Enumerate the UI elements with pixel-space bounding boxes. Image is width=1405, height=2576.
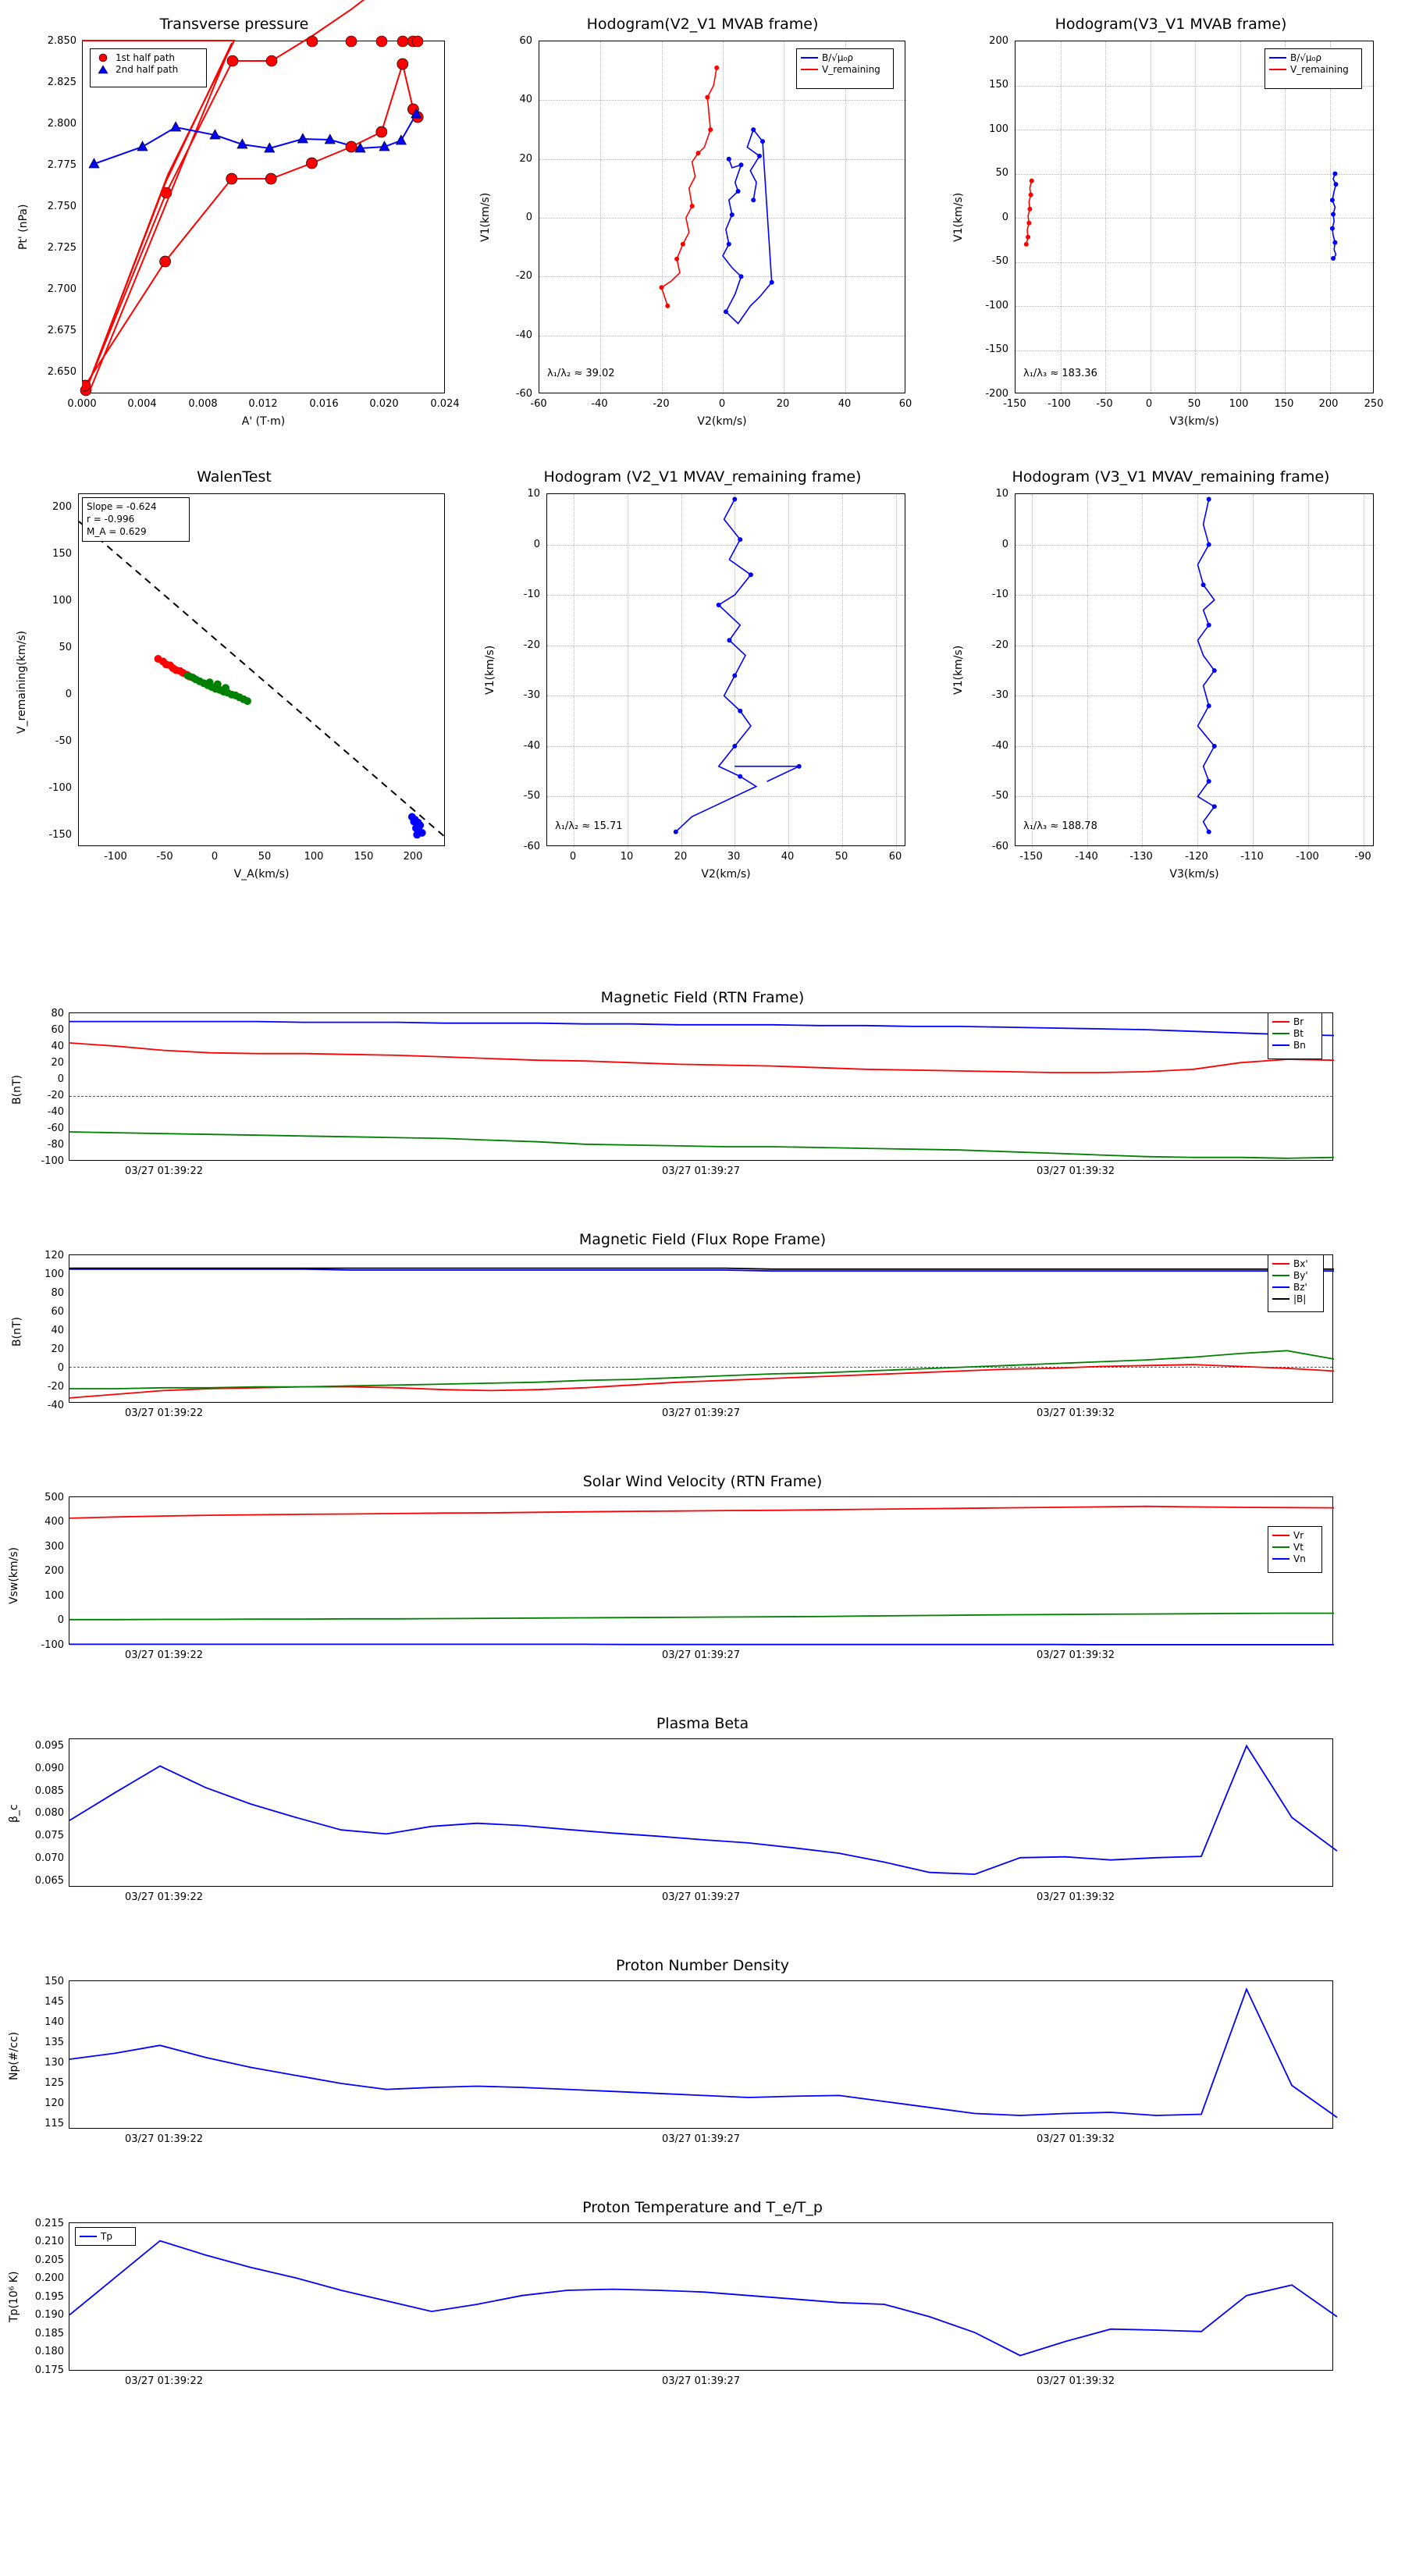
xtick: 0 [1145, 398, 1153, 410]
legend-label: Vn [1293, 1553, 1306, 1564]
correlation-text: r = -0.996 [87, 514, 135, 525]
ytick: 20 [51, 1057, 64, 1069]
eigenvalue-ratio-annotation: λ₁/λ₃ ≈ 183.36 [1023, 368, 1097, 379]
ytick: 150 [52, 548, 72, 560]
legend-item [80, 2230, 131, 2242]
ytick: 80 [51, 1287, 64, 1299]
ytick: -40 [47, 1400, 64, 1411]
legend-label: Vt [1293, 1541, 1304, 1553]
plot-area [546, 493, 905, 846]
hodogram-series [547, 494, 906, 847]
legend-line [801, 57, 818, 59]
panel-title: Hodogram (V3_V1 MVAV_remaining frame) [1012, 468, 1330, 486]
ytick: 0.095 [34, 1740, 64, 1752]
x-axis-label: V3(km/s) [1169, 868, 1219, 881]
legend-line [1272, 1546, 1289, 1548]
xtick: 03/27 01:39:27 [662, 2375, 740, 2387]
ytick: 2.800 [47, 118, 76, 130]
ytick: 200 [44, 1565, 64, 1577]
ytick: 0 [1001, 539, 1008, 550]
y-axis-label: B(nT) [11, 1075, 23, 1105]
ytick: 150 [989, 79, 1008, 91]
panel-proton-number-density [0, 1940, 1405, 2174]
panel-proton-temperature [0, 2182, 1405, 2424]
x-axis-label: V2(km/s) [697, 415, 747, 428]
xtick: 03/27 01:39:22 [125, 1649, 203, 1661]
ytick: -150 [985, 343, 1008, 355]
xtick: 0.008 [188, 398, 218, 410]
plot-area [1015, 41, 1374, 393]
ytick: -100 [41, 1155, 64, 1167]
x-axis-label: V2(km/s) [701, 868, 751, 881]
ytick: 100 [52, 595, 72, 607]
walen-fit-annotation [82, 497, 190, 542]
ytick: -100 [41, 1639, 64, 1651]
ytick: 135 [44, 2037, 64, 2048]
legend [1268, 1254, 1324, 1312]
ytick: 2.725 [47, 242, 76, 254]
ytick: -50 [55, 735, 72, 747]
legend-item [1269, 52, 1357, 63]
xtick: -150 [1019, 851, 1043, 863]
legend-item [1272, 1258, 1319, 1269]
legend-item [801, 52, 889, 63]
panel-title: Solar Wind Velocity (RTN Frame) [582, 1473, 823, 1490]
mach-text: M_A = 0.629 [87, 526, 147, 538]
ytick: 50 [995, 167, 1008, 179]
ytick: 40 [51, 1325, 64, 1336]
xtick: 0.020 [369, 398, 399, 410]
legend-marker-triangle [94, 65, 112, 74]
plot-area [69, 2222, 1333, 2371]
ytick: 125 [44, 2077, 64, 2089]
eigenvalue-ratio-annotation: λ₁/λ₂ ≈ 15.71 [555, 820, 623, 832]
ytick: 120 [44, 1250, 64, 1261]
legend-line [801, 69, 818, 70]
ytick: 0.195 [34, 2291, 64, 2303]
ytick: -60 [523, 841, 540, 852]
ytick: 2.775 [47, 159, 76, 171]
xtick: -110 [1240, 851, 1264, 863]
y-axis-label: V1(km/s) [952, 192, 965, 242]
ytick: 0.205 [34, 2254, 64, 2266]
ytick: 0.070 [34, 1852, 64, 1864]
ytick: -50 [523, 790, 540, 802]
xtick: 03/27 01:39:22 [125, 2375, 203, 2387]
legend-item [1269, 63, 1357, 75]
ytick: 2.850 [47, 35, 76, 47]
legend-label: 2nd half path [116, 63, 179, 75]
ytick: -30 [523, 689, 540, 701]
xtick: 03/27 01:39:32 [1037, 1649, 1115, 1661]
xtick: 150 [1274, 398, 1294, 410]
panel-hodogram-v3v1-mvab [937, 0, 1405, 445]
y-axis-label: V1(km/s) [952, 645, 965, 695]
ytick: 115 [44, 2118, 64, 2129]
ytick: 140 [44, 2016, 64, 2028]
legend-label: Bz' [1293, 1281, 1307, 1293]
xtick: 03/27 01:39:32 [1037, 2375, 1115, 2387]
ytick: 60 [51, 1024, 64, 1036]
xtick: 40 [838, 398, 852, 410]
ytick: 0.065 [34, 1875, 64, 1887]
legend-item [1272, 1529, 1318, 1541]
plot-area [69, 1012, 1333, 1161]
legend-label: Vr [1293, 1529, 1304, 1541]
transverse-pressure-render [82, 41, 445, 393]
legend-line [80, 2236, 97, 2237]
legend-label: B/√μ₀ρ [1290, 52, 1321, 63]
xtick: -140 [1075, 851, 1098, 863]
ytick: 20 [51, 1343, 64, 1355]
xtick: 30 [727, 851, 741, 863]
ytick: -20 [523, 639, 540, 651]
panel-title: WalenTest [197, 468, 272, 486]
xtick: -40 [591, 398, 608, 410]
xtick: 03/27 01:39:27 [662, 1649, 740, 1661]
ytick: 200 [52, 501, 72, 513]
timeseries-series [69, 1013, 1334, 1162]
ytick: 0 [57, 1614, 64, 1626]
xtick: 03/27 01:39:27 [662, 1165, 740, 1177]
legend-label: Bn [1293, 1039, 1306, 1051]
ytick: 2.825 [47, 76, 76, 88]
panel-magnetic-field-rtn [0, 972, 1405, 1206]
legend [90, 48, 207, 87]
xtick: 03/27 01:39:32 [1037, 1165, 1115, 1177]
timeseries-series [69, 1739, 1334, 1888]
legend-item [94, 63, 202, 75]
hodogram-series [1016, 41, 1375, 394]
x-axis-label: V_A(km/s) [233, 868, 290, 881]
y-axis-label: V_remaining(km/s) [16, 631, 28, 734]
legend-line [1272, 1558, 1289, 1560]
ytick: 100 [44, 1268, 64, 1280]
ytick: -40 [523, 740, 540, 752]
xtick: 03/27 01:39:32 [1037, 2133, 1115, 2145]
legend-line [1272, 1286, 1289, 1288]
panel-solar-wind-velocity [0, 1456, 1405, 1690]
ytick: 0.075 [34, 1830, 64, 1841]
legend-label: |B| [1293, 1293, 1307, 1304]
ytick: -40 [991, 740, 1008, 752]
ytick: 300 [44, 1541, 64, 1553]
y-axis-label: V1(km/s) [484, 645, 496, 695]
xtick: 03/27 01:39:27 [662, 2133, 740, 2145]
ytick: 500 [44, 1492, 64, 1503]
ytick: -60 [47, 1123, 64, 1134]
ytick: -50 [991, 255, 1008, 267]
timeseries-series [69, 1497, 1334, 1646]
plot-area [78, 493, 445, 846]
panel-title: Proton Temperature and T_e/T_p [582, 2199, 823, 2216]
timeseries-series [69, 1981, 1334, 2129]
ytick: 120 [44, 2097, 64, 2109]
legend-line [1272, 1275, 1289, 1276]
ytick: 0 [65, 688, 72, 700]
panel-title: Hodogram(V3_V1 MVAB frame) [1055, 16, 1287, 33]
ytick: 0.215 [34, 2218, 64, 2229]
panel-title: Transverse pressure [159, 16, 309, 33]
ytick: 2.650 [47, 366, 76, 378]
legend-label: V_remaining [1290, 63, 1349, 75]
xtick: 0 [718, 398, 726, 410]
ytick: 100 [44, 1590, 64, 1602]
ytick: 80 [51, 1008, 64, 1019]
panel-hodogram-v3v1-mvav [937, 453, 1405, 898]
ytick: 60 [519, 35, 532, 47]
ytick: 150 [44, 1976, 64, 1987]
xtick: -20 [653, 398, 670, 410]
ytick: 0 [1001, 212, 1008, 223]
ytick: -60 [991, 841, 1008, 852]
ytick: 50 [59, 642, 72, 653]
legend [75, 2227, 136, 2246]
ytick: -10 [991, 589, 1008, 600]
xtick: 10 [620, 851, 634, 863]
ytick: -20 [991, 639, 1008, 651]
xtick: 60 [888, 851, 902, 863]
ytick: -20 [515, 270, 532, 282]
xtick: 0.016 [309, 398, 339, 410]
ytick: -40 [515, 329, 532, 341]
ytick: 20 [519, 153, 532, 165]
ytick: -150 [48, 829, 72, 841]
legend-item [94, 52, 202, 63]
y-axis-label: B(nT) [11, 1317, 23, 1347]
xtick: 03/27 01:39:22 [125, 1407, 203, 1419]
xtick: 0.000 [67, 398, 97, 410]
xtick: 03/27 01:39:32 [1037, 1891, 1115, 1903]
xtick: 50 [258, 851, 272, 863]
y-axis-label: Np(#/cc) [8, 2031, 20, 2080]
legend-label: 1st half path [116, 52, 176, 63]
xtick: 100 [304, 851, 324, 863]
ytick: -80 [47, 1139, 64, 1151]
xtick: -90 [1354, 851, 1371, 863]
ytick: 100 [989, 123, 1008, 135]
legend-label: Tp [101, 2230, 112, 2242]
xtick: -120 [1185, 851, 1208, 863]
legend-item [1272, 1016, 1318, 1027]
legend-label: Bt [1293, 1027, 1304, 1039]
xtick: -150 [1003, 398, 1026, 410]
plot-area [539, 41, 905, 393]
panel-title: Proton Number Density [616, 1957, 789, 1974]
xtick: 0.024 [430, 398, 460, 410]
x-axis-label: V3(km/s) [1169, 415, 1219, 428]
xtick: 03/27 01:39:22 [125, 1891, 203, 1903]
ytick: -40 [47, 1106, 64, 1118]
legend-item [1272, 1039, 1318, 1051]
legend-line [1272, 1044, 1289, 1046]
ytick: 40 [51, 1041, 64, 1052]
legend [1268, 1012, 1322, 1059]
legend-label: Bx' [1293, 1258, 1308, 1269]
xtick: 60 [898, 398, 912, 410]
ytick: 0.180 [34, 2346, 64, 2357]
eigenvalue-ratio-annotation: λ₁/λ₃ ≈ 188.78 [1023, 820, 1097, 832]
y-axis-label: Vsw(km/s) [8, 1546, 20, 1604]
ytick: 0.090 [34, 1763, 64, 1774]
panel-title: Hodogram (V2_V1 MVAV_remaining frame) [543, 468, 862, 486]
ytick: 200 [989, 35, 1008, 47]
xtick: 0.012 [248, 398, 278, 410]
plot-area [69, 1254, 1333, 1403]
legend-label: Br [1293, 1016, 1304, 1027]
ytick: 0 [57, 1073, 64, 1085]
eigenvalue-ratio-annotation: λ₁/λ₂ ≈ 39.02 [547, 368, 615, 379]
x-axis-label: A' (T·m) [241, 415, 286, 428]
xtick: 250 [1364, 398, 1384, 410]
xtick: 100 [1229, 398, 1249, 410]
plot-area [1015, 493, 1374, 846]
walen-series [79, 494, 446, 847]
legend [1268, 1526, 1322, 1573]
ytick: 2.750 [47, 201, 76, 212]
legend-label: By' [1293, 1269, 1308, 1281]
legend-line [1269, 57, 1286, 59]
legend [796, 48, 894, 89]
panel-walen-test [0, 453, 468, 898]
ytick: -60 [515, 388, 532, 400]
ytick: 0.085 [34, 1785, 64, 1797]
xtick: -50 [156, 851, 173, 863]
xtick: -100 [1048, 398, 1071, 410]
xtick: 03/27 01:39:32 [1037, 1407, 1115, 1419]
xtick: -50 [1096, 398, 1113, 410]
legend-line [1272, 1021, 1289, 1023]
panel-title: Hodogram(V2_V1 MVAB frame) [586, 16, 819, 33]
plot-area [69, 1738, 1333, 1887]
hodogram-series [539, 41, 906, 394]
xtick: 0 [211, 851, 219, 863]
legend-line [1272, 1033, 1289, 1034]
ytick: -100 [985, 300, 1008, 311]
xtick: 0.004 [127, 398, 157, 410]
panel-title: Magnetic Field (RTN Frame) [600, 989, 805, 1006]
legend-item [1272, 1269, 1319, 1281]
legend-item [801, 63, 889, 75]
ytick: 10 [527, 488, 540, 500]
ytick: 0.200 [34, 2272, 64, 2284]
ytick: 10 [995, 488, 1008, 500]
ytick: 0.080 [34, 1807, 64, 1819]
xtick: 150 [354, 851, 374, 863]
legend-item [1272, 1293, 1319, 1304]
xtick: 03/27 01:39:27 [662, 1891, 740, 1903]
panel-title: Plasma Beta [656, 1715, 749, 1732]
legend [1264, 48, 1362, 89]
xtick: 20 [674, 851, 688, 863]
xtick: 03/27 01:39:27 [662, 1407, 740, 1419]
timeseries-series [69, 2223, 1334, 2371]
ytick: 0 [525, 212, 532, 223]
xtick: -100 [1296, 851, 1319, 863]
xtick: 03/27 01:39:22 [125, 2133, 203, 2145]
ytick: 400 [44, 1516, 64, 1528]
legend-line [1272, 1298, 1289, 1300]
ytick: 0 [533, 539, 540, 550]
xtick: -60 [530, 398, 547, 410]
ytick: -50 [991, 790, 1008, 802]
legend-item [1272, 1281, 1319, 1293]
ytick: 0.185 [34, 2328, 64, 2339]
xtick: 0 [569, 851, 577, 863]
ytick: -200 [985, 388, 1008, 400]
legend-label: V_remaining [822, 63, 880, 75]
plot-area [69, 1980, 1333, 2129]
slope-text: Slope = -0.624 [87, 501, 157, 512]
xtick: -100 [104, 851, 127, 863]
panel-plasma-beta [0, 1698, 1405, 1932]
xtick: 50 [1187, 398, 1201, 410]
ytick: 40 [519, 94, 532, 105]
xtick: 40 [781, 851, 795, 863]
panel-magnetic-field-fluxrope [0, 1214, 1405, 1448]
ytick: 0.175 [34, 2364, 64, 2376]
y-axis-label: Pt' (nPa) [17, 204, 30, 250]
y-axis-label: β_c [8, 1804, 20, 1823]
timeseries-series [69, 1255, 1334, 1404]
panel-title: Magnetic Field (Flux Rope Frame) [578, 1231, 827, 1248]
ytick: 2.700 [47, 283, 76, 295]
xtick: 50 [834, 851, 848, 863]
ytick: -20 [47, 1381, 64, 1393]
legend-label: B/√μ₀ρ [822, 52, 853, 63]
hodogram-series [1016, 494, 1375, 847]
xtick: 03/27 01:39:22 [125, 1165, 203, 1177]
y-axis-label: Tp(10⁶ K) [8, 2271, 20, 2322]
xtick: 200 [403, 851, 423, 863]
ytick: -100 [48, 782, 72, 794]
legend-line [1269, 69, 1286, 70]
ytick: 60 [51, 1306, 64, 1318]
xtick: -130 [1129, 851, 1153, 863]
panel-hodogram-v2v1-mvav [468, 453, 937, 898]
legend-line [1272, 1535, 1289, 1536]
panel-transverse-pressure [0, 0, 468, 445]
xtick: 200 [1318, 398, 1339, 410]
ytick: -10 [523, 589, 540, 600]
ytick: -30 [991, 689, 1008, 701]
legend-item [1272, 1541, 1318, 1553]
ytick: 0.210 [34, 2236, 64, 2247]
ytick: 130 [44, 2057, 64, 2069]
plot-area [69, 1496, 1333, 1645]
legend-marker-circle [94, 53, 112, 62]
legend-item [1272, 1553, 1318, 1564]
y-axis-label: V1(km/s) [479, 192, 492, 242]
legend-item [1272, 1027, 1318, 1039]
panel-hodogram-v2v1-mvab [468, 0, 937, 445]
legend-line [1272, 1263, 1289, 1265]
xtick: 20 [776, 398, 790, 410]
ytick: -20 [47, 1090, 64, 1101]
ytick: 0.190 [34, 2309, 64, 2321]
ytick: 145 [44, 1996, 64, 2008]
ytick: 0 [57, 1362, 64, 1374]
ytick: 2.675 [47, 325, 76, 336]
